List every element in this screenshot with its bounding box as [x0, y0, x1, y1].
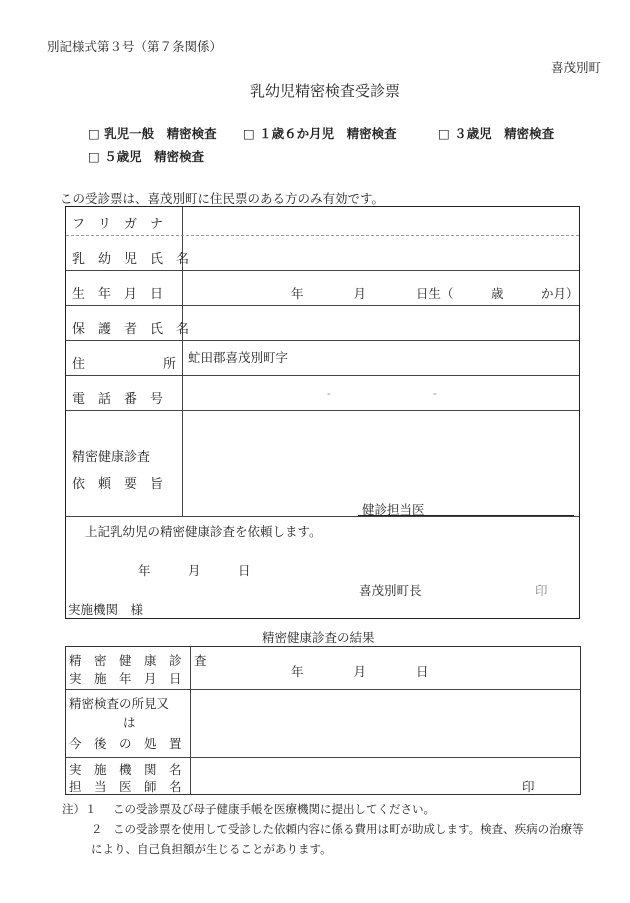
result-doctor-label: 担 当 医 師 名 [69, 779, 182, 794]
result-institution-input[interactable] [192, 759, 578, 793]
checkbox-icon[interactable]: □ [438, 126, 450, 141]
note-2-line1: この受診票を使用して受診した依頼内容に係る費用は町が助成します。検査、疾病の治療等 [113, 822, 584, 836]
town-name: 喜茂別町 [551, 60, 602, 75]
result-column-divider [190, 647, 191, 794]
result-institution-label: 実 施 機 関 名 [69, 762, 182, 777]
row-divider [66, 270, 579, 271]
phone-input[interactable] [184, 377, 578, 409]
row-divider [66, 410, 579, 411]
result-exam-date-label-2: 実 施 年 月 日 [69, 671, 182, 686]
note-2-line2: により、自己負担額が生じることがあります。 [91, 842, 332, 856]
result-findings-label-3: 今 後 の 処 置 [69, 736, 182, 751]
guardian-label: 保 護 者 氏 名 [72, 322, 190, 337]
option-5-year[interactable]: □ ５歳児 精密検査 [88, 149, 205, 164]
request-label-line1: 精密健康診査 [72, 450, 151, 465]
dob-field[interactable]: 年 月 日生（ 歳 か月） [291, 286, 579, 301]
page-title: 乳幼児精密検査受診票 [250, 82, 401, 100]
validity-notice: この受診票は、喜茂別町に住民票のある方のみ有効です。 [60, 191, 385, 206]
guardian-input[interactable] [184, 307, 578, 339]
institution-label: 実施機関 様 [68, 602, 144, 617]
option-infant-general[interactable]: □ 乳児一般 精密検査 [88, 126, 217, 141]
doctor-signature-line [358, 515, 574, 516]
request-statement: 上記乳幼児の精密健康診査を依頼します。 [85, 524, 322, 539]
doctor-label: 健診担当医 [362, 502, 425, 517]
result-findings-input[interactable] [192, 691, 578, 755]
row-divider [66, 689, 580, 690]
checkbox-icon[interactable]: □ [88, 149, 100, 164]
furigana-input[interactable] [184, 207, 578, 234]
request-date[interactable]: 年 月 日 [138, 563, 251, 578]
checkbox-icon[interactable]: □ [243, 126, 255, 141]
option-3-year[interactable]: □ ３歳児 精密検査 [438, 126, 555, 141]
form-number: 別記様式第３号（第７条関係） [47, 39, 223, 54]
checkbox-icon[interactable]: □ [88, 126, 100, 141]
seal-mark: 印 [535, 583, 548, 598]
row-divider [66, 375, 579, 376]
result-exam-date-label-1: 精 密 健 康 診 査 [69, 653, 207, 668]
result-exam-date-field[interactable]: 年 月 日 [291, 664, 429, 679]
phone-separator: - [433, 387, 437, 400]
mayor-label: 喜茂別町長 [359, 583, 422, 598]
dob-label: 生 年 月 日 [72, 287, 164, 302]
row-divider [66, 305, 579, 306]
request-label-line2: 依 頼 要 旨 [72, 477, 164, 492]
request-details-input[interactable] [184, 412, 578, 502]
result-findings-label-1: 精密検査の所見又 [69, 696, 170, 711]
phone-separator: - [327, 387, 331, 400]
row-divider [66, 516, 579, 517]
row-divider [66, 340, 579, 341]
child-name-label: 乳 幼 児 氏 名 [72, 252, 190, 267]
note-1: この受診票及び母子健康手帳を医療機関に提出してください。 [113, 802, 435, 816]
result-title: 精密健康診査の結果 [262, 630, 375, 645]
furigana-label: フ リ ガ ナ [72, 217, 164, 232]
row-divider [66, 757, 580, 758]
option-18-month[interactable]: □ １歳６か月児 精密検査 [243, 126, 397, 141]
furigana-divider [66, 235, 579, 236]
phone-label: 電 話 番 号 [72, 392, 164, 407]
result-findings-label-2: は [123, 715, 136, 730]
address-label: 住 所 [72, 357, 177, 372]
seal-mark: 印 [522, 779, 535, 794]
note-prefix: 注）１ [62, 802, 97, 816]
address-field[interactable]: 虻田郡喜茂別町字 [188, 350, 289, 365]
child-name-input[interactable] [184, 237, 578, 269]
note-2-number: ２ [91, 822, 103, 836]
